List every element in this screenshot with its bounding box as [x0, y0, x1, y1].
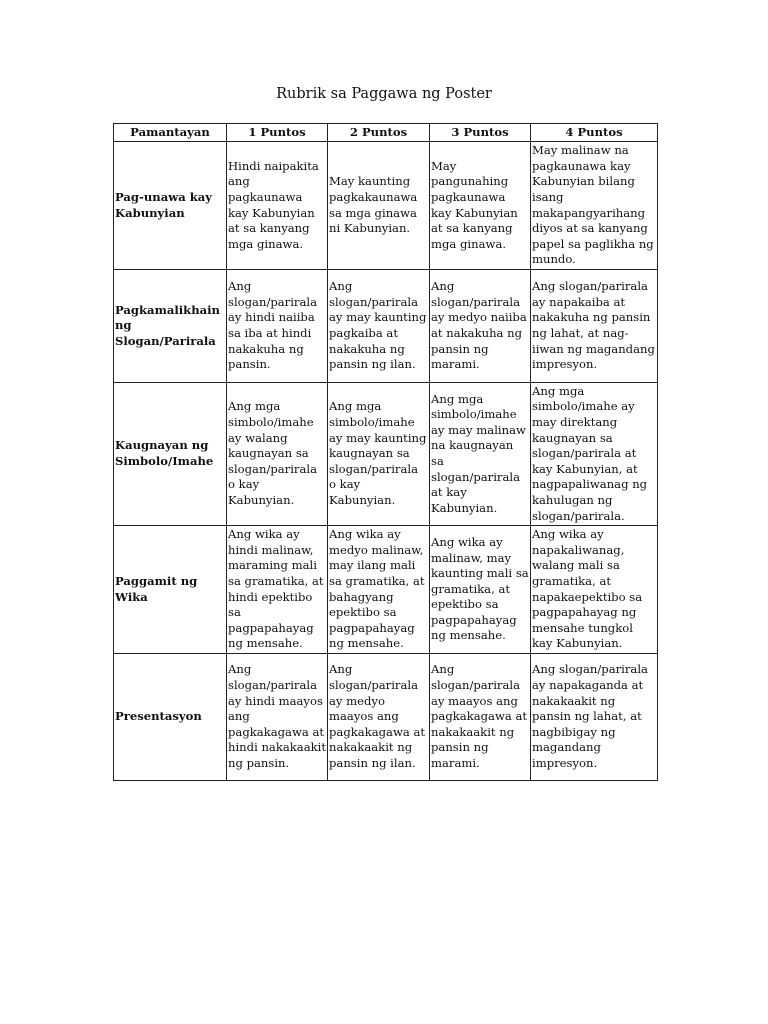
criterion-cell: Kaugnayan ng Simbolo/Imahe [114, 383, 227, 526]
table-row [114, 526, 658, 654]
score-1-cell: Ang mga simbolo/imahe ay walang kaugnayan sa slogan/parirala o kay Kabunyian. [227, 383, 328, 526]
header-row [114, 124, 658, 142]
score-3-cell: Ang slogan/parirala ay maayos ang pagkakagawa at nakakaakit ng pansin ng marami. [430, 654, 531, 781]
score-1-cell: Ang slogan/parirala ay hindi maayos ang pagkakagawa at hindi nakakaakit ng pansin. [227, 654, 328, 781]
criterion-cell: Paggamit ng Wika [114, 526, 227, 654]
header-score-2: 2 Puntos [328, 124, 430, 142]
score-1-cell: Hindi naipakita ang pagkaunawa kay Kabunyian at sa kanyang mga ginawa. [227, 142, 328, 270]
score-4-cell: Ang mga simbolo/imahe ay may direktang kaugnayan sa slogan/parirala at kay Kabunyian, at nagpapaliwanag ng kahulugan ng slogan/parirala. [531, 383, 658, 526]
score-3-cell: May pangunahing pagkaunawa kay Kabunyian at sa kanyang mga ginawa. [430, 142, 531, 270]
criterion-cell: Presentasyon [114, 654, 227, 781]
score-1-cell: Ang slogan/parirala ay hindi naiiba sa iba at hindi nakakuha ng pansin. [227, 270, 328, 383]
header-score-4: 4 Puntos [531, 124, 658, 142]
table-row [114, 270, 658, 383]
score-3-cell: Ang slogan/parirala ay medyo naiiba at nakakuha ng pansin ng marami. [430, 270, 531, 383]
rubric-table [113, 123, 658, 781]
score-2-cell: Ang slogan/parirala ay may kaunting pagkaiba at nakakuha ng pansin ng ilan. [328, 270, 430, 383]
score-4-cell: Ang wika ay napakaliwanag, walang mali sa gramatika, at napakaepektibo sa pagpapahayag ng mensahe tungkol kay Kabunyian. [531, 526, 658, 654]
score-4-cell: May malinaw na pagkaunawa kay Kabunyian bilang isang makapangyarihang diyos at sa kanyang papel sa paglikha ng mundo. [531, 142, 658, 270]
header-score-3: 3 Puntos [430, 124, 531, 142]
table-row [114, 654, 658, 781]
table-row [114, 383, 658, 526]
score-3-cell: Ang wika ay malinaw, may kaunting mali sa gramatika, at epektibo sa pagpapahayag ng mensahe. [430, 526, 531, 654]
score-2-cell: Ang mga simbolo/imahe ay may kaunting kaugnayan sa slogan/parirala o kay Kabunyian. [328, 383, 430, 526]
score-3-cell: Ang mga simbolo/imahe ay may malinaw na kaugnayan sa slogan/parirala at kay Kabunyian. [430, 383, 531, 526]
criterion-cell: Pag-unawa kay Kabunyian [114, 142, 227, 270]
score-2-cell: Ang slogan/parirala ay medyo maayos ang pagkakagawa at nakakaakit ng pansin ng ilan. [328, 654, 430, 781]
header-score-1: 1 Puntos [227, 124, 328, 142]
score-2-cell: May kaunting pagkakaunawa sa mga ginawa ni Kabunyian. [328, 142, 430, 270]
score-1-cell: Ang wika ay hindi malinaw, maraming mali sa gramatika, at hindi epektibo sa pagpapahayag ng mensahe. [227, 526, 328, 654]
document-title: Rubrik sa Paggawa ng Poster [276, 86, 492, 102]
score-4-cell: Ang slogan/parirala ay napakaiba at nakakuha ng pansin ng lahat, at nag-iiwan ng magandang impresyon. [531, 270, 658, 383]
header-criterion: Pamantayan [114, 124, 227, 142]
score-4-cell: Ang slogan/parirala ay napakaganda at nakakaakit ng pansin ng lahat, at nagbibigay ng magandang impresyon. [531, 654, 658, 781]
criterion-cell: Pagkamalikhain ng Slogan/Parirala [114, 270, 227, 383]
table-row [114, 142, 658, 270]
score-2-cell: Ang wika ay medyo malinaw, may ilang mali sa gramatika, at bahagyang epektibo sa pagpapahayag ng mensahe. [328, 526, 430, 654]
